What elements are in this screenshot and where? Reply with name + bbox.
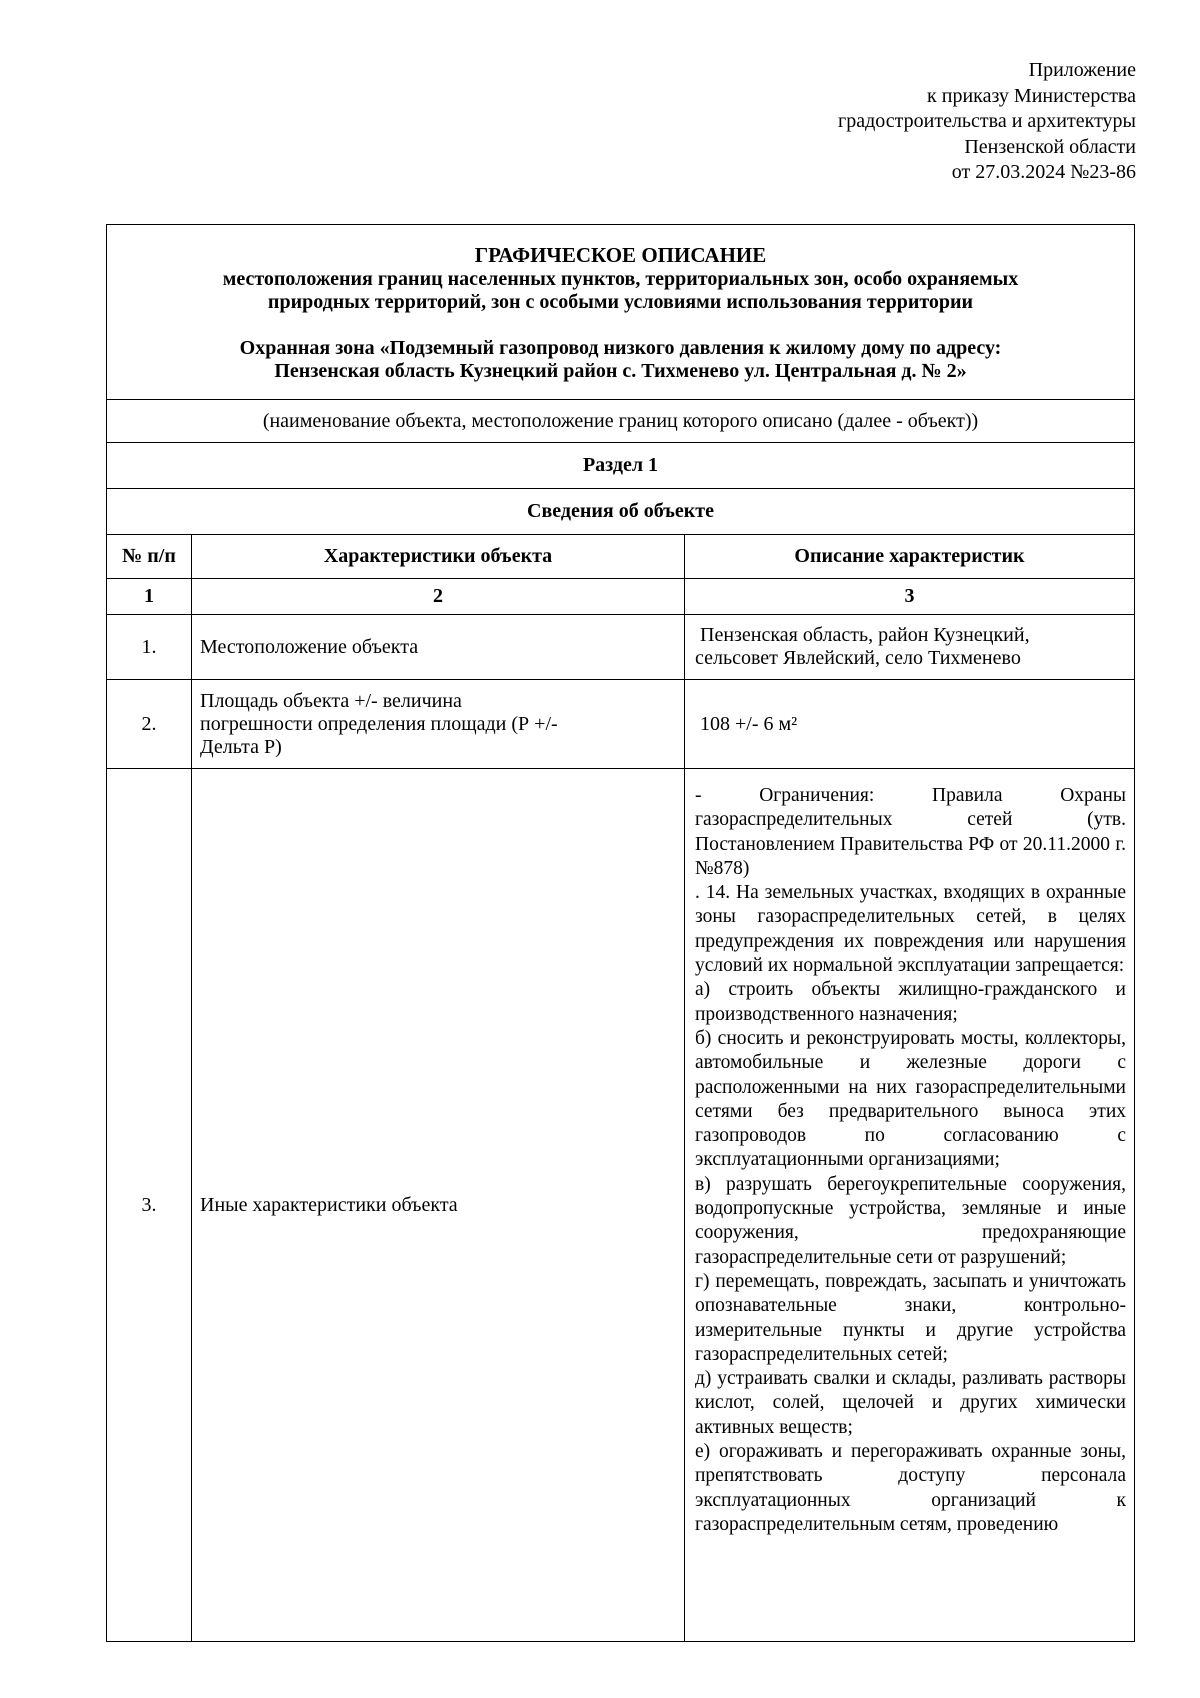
section-subtitle: Сведения об объекте [107, 489, 1135, 535]
column-header: Описание характеристик [685, 535, 1135, 579]
object-name-line: Пензенская область Кузнецкий район с. Тихменево ул. Центральная д. № 2» [274, 360, 967, 383]
header-row [107, 225, 1135, 400]
restriction-paragraph: е) огораживать и перегораживать охранные зоны, препятствовать доступу персонала эксплуатационных организаций к газораспределительным сетям, проведению [695, 1441, 1126, 1535]
characteristic-line: погрешности определения площади (Р +/- [200, 712, 558, 735]
restriction-paragraph: г) перемещать, повреждать, засыпать и уничтожать опознавательные знаки, контрольно-измерительные пункты и другие устройства газораспределительных сетей; [695, 1270, 1126, 1365]
restriction-paragraph: . 14. На земельных участках, входящих в охранные зоны газораспределительных сетей, в целях предупреждения их повреждения или нарушения условий их нормальной эксплуатации запрещается: [695, 882, 1126, 977]
object-caption: (наименование объекта, местоположение границ которого описано (далее - объект)) [107, 400, 1135, 443]
row-characteristic [192, 680, 685, 769]
document-subtitle-line: местоположения границ населенных пунктов, территориальных зон, особо охраняемых [222, 267, 1019, 290]
column-header: Характеристики объекта [192, 535, 685, 579]
appendix-line: Приложение [1028, 59, 1136, 81]
table-row [107, 615, 1135, 680]
characteristic-line: Дельта Р) [200, 735, 282, 758]
column-number: 2 [192, 579, 685, 615]
characteristic-line: Площадь объекта +/- величина [200, 689, 462, 712]
spacer [115, 315, 1126, 337]
appendix-line: градостроительства и архитектуры [838, 110, 1136, 132]
object-name-line: Охранная зона «Подземный газопровод низкого давления к жилому дому по адресу: [239, 336, 1002, 359]
row-description [685, 615, 1135, 680]
appendix-date-line: от 27.03.2024 №23-86 [951, 161, 1136, 183]
description-line: сельсовет Явлейский, село Тихменево [695, 647, 1021, 669]
table-row [107, 680, 1135, 769]
restriction-paragraph: а) строить объекты жилищно-гражданского и производственного назначения; [695, 979, 1126, 1025]
appendix-line: Пензенской области [964, 135, 1136, 158]
column-header-row [107, 535, 1135, 579]
column-number: 3 [685, 579, 1135, 615]
restriction-paragraph: в) разрушать берегоукрепительные сооружения, водопропускные устройства, земляные и иные сооружения, предохраняющие газораспределительные сети от разрушений; [695, 1173, 1126, 1268]
caption-row [107, 400, 1135, 443]
row-description [685, 769, 1135, 1642]
appendix-block [616, 58, 1136, 186]
restriction-paragraph: д) устраивать свалки и склады, разливать растворы кислот, солей, щелочей и других химически активных веществ; [695, 1368, 1126, 1438]
restriction-paragraph: - Ограничения: Правила Охраны газораспределительных сетей (утв. Постановлением Правительства РФ от 20.11.2000 г. №878) [695, 785, 1126, 879]
column-header: № п/п [107, 535, 192, 579]
appendix-line: к приказу Министерства [927, 84, 1136, 107]
section-row [107, 443, 1135, 489]
row-characteristic: Иные характеристики объекта [192, 769, 685, 1642]
section-title: Раздел 1 [107, 443, 1135, 489]
column-number-row [107, 579, 1135, 615]
row-characteristic: Местоположение объекта [192, 615, 685, 680]
column-number: 1 [107, 579, 192, 615]
graphic-description-table [106, 224, 1135, 1642]
row-number: 2. [107, 680, 192, 769]
restriction-paragraph: б) сносить и реконструировать мосты, коллекторы, автомобильные и железные дороги с расположенными на них газораспределительными сетями без предварительного выноса этих газопроводов по согласованию с эксплуатационными организациями; [695, 1027, 1126, 1171]
header-cell [107, 225, 1135, 400]
row-number: 1. [107, 615, 192, 680]
row-number: 3. [107, 769, 192, 1642]
table-row [107, 769, 1135, 1642]
document-title: ГРАФИЧЕСКОЕ ОПИСАНИЕ [474, 243, 767, 268]
description-line: Пензенская область, район Кузнецкий, [695, 624, 1030, 646]
section-subtitle-row [107, 489, 1135, 535]
row-description: 108 +/- 6 м² [685, 680, 1135, 769]
document-subtitle-line: природных территорий, зон с особыми условиями использования территории [267, 291, 974, 314]
